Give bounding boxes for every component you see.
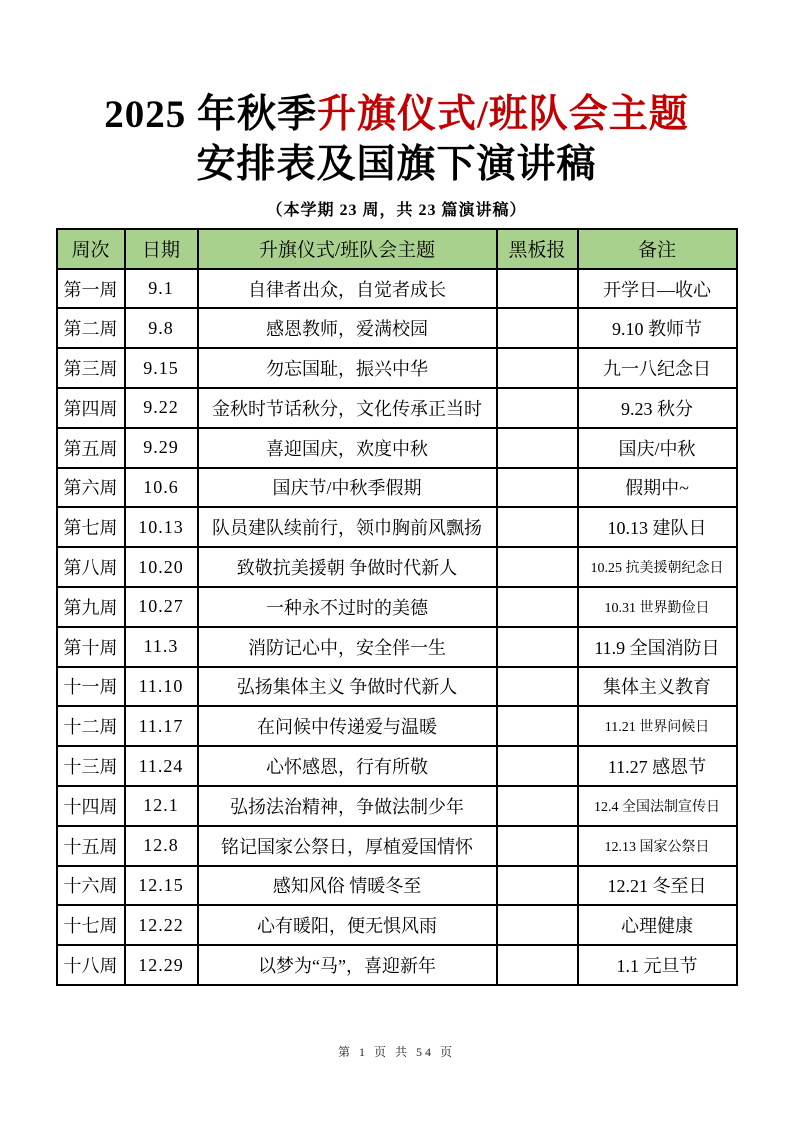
date-cell: 9.8 bbox=[125, 308, 198, 348]
title-line1 bbox=[104, 93, 689, 136]
board-cell bbox=[497, 627, 578, 667]
date-cell: 10.6 bbox=[125, 468, 198, 508]
note-cell: 集体主义教育 bbox=[578, 667, 737, 707]
theme-cell: 感恩教师，爱满校园 bbox=[198, 308, 497, 348]
note-cell: 12.13 国家公祭日 bbox=[578, 826, 737, 866]
board-cell bbox=[497, 507, 578, 547]
table-row bbox=[57, 308, 737, 348]
note-cell: 开学日—收心 bbox=[578, 269, 737, 309]
week-cell: 十七周 bbox=[57, 905, 125, 945]
theme-cell: 国庆节/中秋季假期 bbox=[198, 468, 497, 508]
week-cell: 十三周 bbox=[57, 746, 125, 786]
date-cell: 9.1 bbox=[125, 269, 198, 309]
week-cell: 第一周 bbox=[57, 269, 125, 309]
theme-cell: 铭记国家公祭日，厚植爱国情怀 bbox=[198, 826, 497, 866]
date-cell: 9.22 bbox=[125, 388, 198, 428]
board-cell bbox=[497, 428, 578, 468]
table-row bbox=[57, 746, 737, 786]
date-cell: 11.17 bbox=[125, 706, 198, 746]
theme-cell: 以梦为“马”，喜迎新年 bbox=[198, 945, 497, 985]
date-cell: 11.24 bbox=[125, 746, 198, 786]
table-row bbox=[57, 627, 737, 667]
week-cell: 第三周 bbox=[57, 348, 125, 388]
header-cell-board: 黑板报 bbox=[497, 229, 578, 269]
theme-cell: 自律者出众，自觉者成长 bbox=[198, 269, 497, 309]
table-row bbox=[57, 786, 737, 826]
board-cell bbox=[497, 269, 578, 309]
schedule-table-body bbox=[57, 269, 737, 985]
date-cell: 12.8 bbox=[125, 826, 198, 866]
date-cell: 10.27 bbox=[125, 587, 198, 627]
board-cell bbox=[497, 388, 578, 428]
note-cell: 11.27 感恩节 bbox=[578, 746, 737, 786]
board-cell bbox=[497, 905, 578, 945]
date-cell: 11.3 bbox=[125, 627, 198, 667]
table-row bbox=[57, 706, 737, 746]
theme-cell: 喜迎国庆，欢度中秋 bbox=[198, 428, 497, 468]
header-cell-note: 备注 bbox=[578, 229, 737, 269]
week-cell: 第四周 bbox=[57, 388, 125, 428]
note-cell: 心理健康 bbox=[578, 905, 737, 945]
board-cell bbox=[497, 826, 578, 866]
theme-cell: 心怀感恩，行有所敬 bbox=[198, 746, 497, 786]
note-cell: 12.21 冬至日 bbox=[578, 866, 737, 906]
note-cell: 9.23 秋分 bbox=[578, 388, 737, 428]
week-cell: 十四周 bbox=[57, 786, 125, 826]
schedule-table bbox=[56, 228, 738, 986]
week-cell: 十八周 bbox=[57, 945, 125, 985]
table-row bbox=[57, 826, 737, 866]
note-cell: 10.13 建队日 bbox=[578, 507, 737, 547]
date-cell: 9.29 bbox=[125, 428, 198, 468]
table-row bbox=[57, 866, 737, 906]
theme-cell: 感知风俗 情暖冬至 bbox=[198, 866, 497, 906]
note-cell: 11.21 世界问候日 bbox=[578, 706, 737, 746]
theme-cell: 一种永不过时的美德 bbox=[198, 587, 497, 627]
table-row bbox=[57, 348, 737, 388]
table-row bbox=[57, 587, 737, 627]
note-cell: 11.9 全国消防日 bbox=[578, 627, 737, 667]
table-row bbox=[57, 547, 737, 587]
theme-cell: 消防记心中，安全伴一生 bbox=[198, 627, 497, 667]
theme-cell: 心有暖阳，便无惧风雨 bbox=[198, 905, 497, 945]
board-cell bbox=[497, 468, 578, 508]
page-footer: 第 1 页 共 54 页 bbox=[337, 1045, 455, 1059]
note-cell: 10.25 抗美援朝纪念日 bbox=[578, 547, 737, 587]
note-cell: 10.31 世界勤俭日 bbox=[578, 587, 737, 627]
theme-cell: 弘扬法治精神，争做法制少年 bbox=[198, 786, 497, 826]
note-cell: 9.10 教师节 bbox=[578, 308, 737, 348]
week-cell: 第二周 bbox=[57, 308, 125, 348]
table-row bbox=[57, 945, 737, 985]
title-line2: 安排表及国旗下演讲稿 bbox=[196, 142, 597, 186]
theme-cell: 致敬抗美援朝 争做时代新人 bbox=[198, 547, 497, 587]
board-cell bbox=[497, 866, 578, 906]
table-row bbox=[57, 468, 737, 508]
page-title bbox=[0, 0, 793, 190]
header-cell-date: 日期 bbox=[125, 229, 198, 269]
week-cell: 第六周 bbox=[57, 468, 125, 508]
board-cell bbox=[497, 547, 578, 587]
board-cell bbox=[497, 308, 578, 348]
date-cell: 12.15 bbox=[125, 866, 198, 906]
table-row bbox=[57, 269, 737, 309]
header-cell-week: 周次 bbox=[57, 229, 125, 269]
subtitle: （本学期 23 周，共 23 篇演讲稿） bbox=[266, 201, 527, 219]
note-cell: 假期中~ bbox=[578, 468, 737, 508]
title-line1-red: 升旗仪式/班队会主题 bbox=[316, 93, 689, 136]
theme-cell: 金秋时节话秋分，文化传承正当时 bbox=[198, 388, 497, 428]
table-row bbox=[57, 905, 737, 945]
table-row bbox=[57, 667, 737, 707]
theme-cell: 勿忘国耻，振兴中华 bbox=[198, 348, 497, 388]
date-cell: 9.15 bbox=[125, 348, 198, 388]
theme-cell: 队员建队续前行，领巾胸前风飘扬 bbox=[198, 507, 497, 547]
board-cell bbox=[497, 587, 578, 627]
board-cell bbox=[497, 706, 578, 746]
board-cell bbox=[497, 348, 578, 388]
board-cell bbox=[497, 945, 578, 985]
date-cell: 12.1 bbox=[125, 786, 198, 826]
table-row bbox=[57, 507, 737, 547]
week-cell: 第七周 bbox=[57, 507, 125, 547]
week-cell: 十六周 bbox=[57, 866, 125, 906]
theme-cell: 弘扬集体主义 争做时代新人 bbox=[198, 667, 497, 707]
note-cell: 九一八纪念日 bbox=[578, 348, 737, 388]
date-cell: 10.13 bbox=[125, 507, 198, 547]
table-row bbox=[57, 428, 737, 468]
title-line1-black: 2025 年秋季 bbox=[104, 93, 317, 136]
table-row bbox=[57, 388, 737, 428]
board-cell bbox=[497, 786, 578, 826]
week-cell: 第五周 bbox=[57, 428, 125, 468]
header-cell-theme: 升旗仪式/班队会主题 bbox=[198, 229, 497, 269]
date-cell: 12.22 bbox=[125, 905, 198, 945]
board-cell bbox=[497, 746, 578, 786]
week-cell: 十一周 bbox=[57, 667, 125, 707]
date-cell: 10.20 bbox=[125, 547, 198, 587]
board-cell bbox=[497, 667, 578, 707]
note-cell: 1.1 元旦节 bbox=[578, 945, 737, 985]
note-cell: 12.4 全国法制宣传日 bbox=[578, 786, 737, 826]
date-cell: 12.29 bbox=[125, 945, 198, 985]
week-cell: 十二周 bbox=[57, 706, 125, 746]
week-cell: 第十周 bbox=[57, 627, 125, 667]
note-cell: 国庆/中秋 bbox=[578, 428, 737, 468]
table-header-row bbox=[57, 229, 737, 269]
week-cell: 第九周 bbox=[57, 587, 125, 627]
week-cell: 十五周 bbox=[57, 826, 125, 866]
date-cell: 11.10 bbox=[125, 667, 198, 707]
theme-cell: 在问候中传递爱与温暖 bbox=[198, 706, 497, 746]
week-cell: 第八周 bbox=[57, 547, 125, 587]
